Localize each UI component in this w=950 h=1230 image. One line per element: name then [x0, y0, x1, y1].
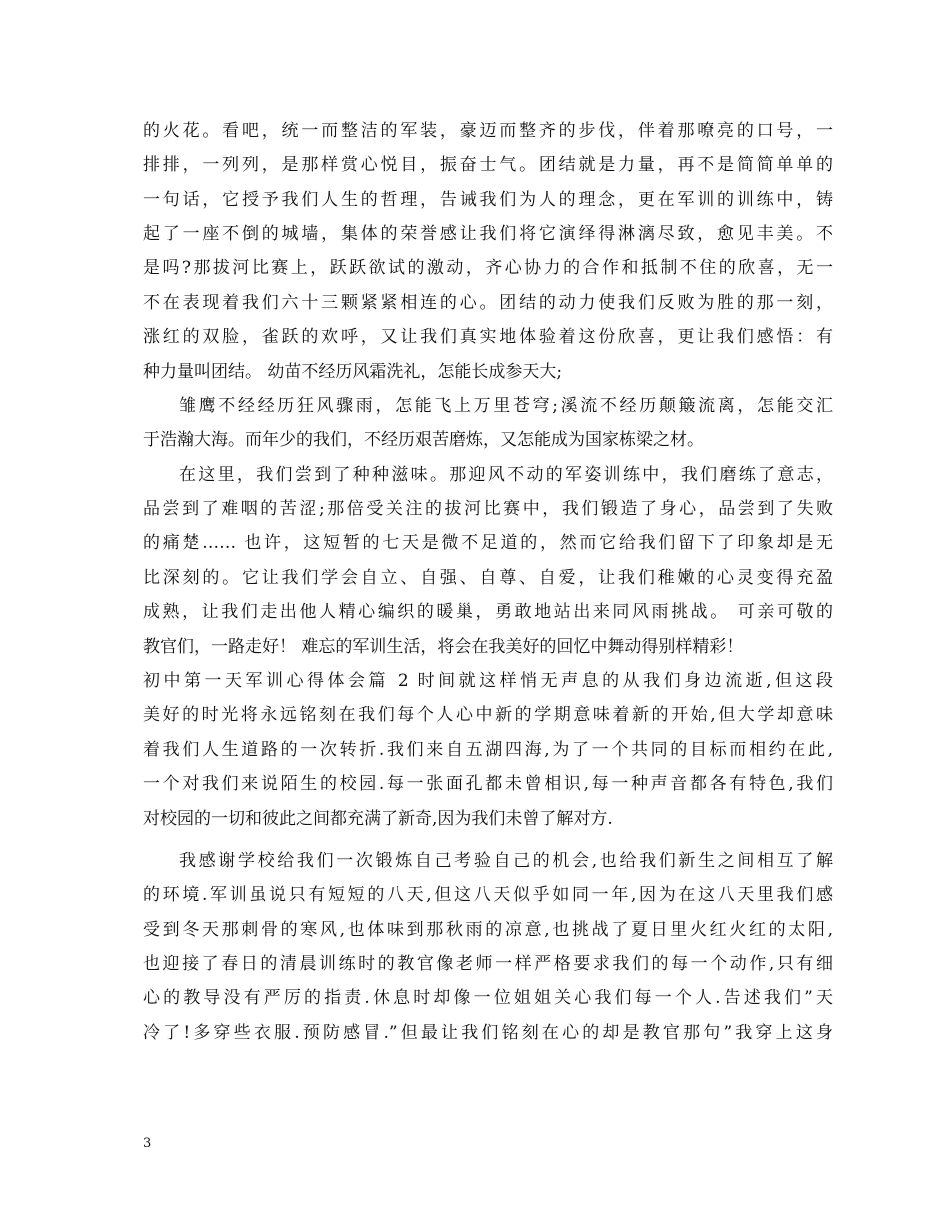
- text-line: 对校园的一切和彼此之间都充满了新奇,因为我们未曾了解对方.: [143, 809, 613, 829]
- text-line: 的火花。看吧，统一而整洁的军装，豪迈而整齐的步伐，伴着那嘹亮的口号，一: [143, 121, 833, 141]
- text-line: 排排，一列列，是那样赏心悦目，振奋士气。团结就是力量，再不是简简单单的: [143, 155, 833, 175]
- page-number: 3: [143, 1136, 152, 1151]
- section-heading-line: 初中第一天军训心得体会篇 2 时间就这样悄无声息的从我们身边流逝,但这段: [143, 671, 833, 691]
- text-line: 心的教导没有严厉的指责.休息时却像一位姐姐关心我们每一个人.告述我们”天: [143, 988, 833, 1008]
- text-line: 一句话，它授予我们人生的哲理，告诫我们为人的理念，更在军训的训练中，铸: [143, 190, 833, 210]
- text-line: 涨红的双脸，雀跃的欢呼，又让我们真实地体验着这份欣喜，更让我们感悟：有: [143, 327, 833, 347]
- text-line: 受到冬天那刺骨的寒风,也体味到那秋雨的凉意,也挑战了夏日里火红火红的太阳,: [143, 920, 833, 940]
- text-line: 于浩瀚大海。而年少的我们，不经历艰苦磨炼，又怎能成为国家栋梁之材。: [143, 430, 704, 450]
- text-line: 冷了!多穿些衣服.预防感冒.”但最让我们铭刻在心的却是教官那句”我穿上这身: [143, 1023, 833, 1043]
- text-line: 种力量叫团结。 幼苗不经历风霜洗礼，怎能长成参天大;: [143, 362, 563, 382]
- paragraph-first-line: 我感谢学校给我们一次锻炼自己考验自己的机会,也给我们新生之间相互了解: [179, 851, 833, 871]
- text-line: 一个对我们来说陌生的校园.每一张面孔都未曾相识,每一种声音都各有特色,我们: [143, 774, 833, 794]
- text-line: 教官们，一路走好！ 难忘的军训生活，将会在我美好的回忆中舞动得别样精彩！: [143, 637, 744, 657]
- text-line: 美好的时光将永远铭刻在我们每个人心中新的学期意味着新的开始,但大学却意味: [143, 705, 833, 725]
- text-line: 比深刻的。它让我们学会自立、自强、自尊、自爱，让我们稚嫩的心灵变得充盈: [143, 568, 833, 588]
- text-line: 的痛楚…… 也许，这短暂的七天是微不足道的，然而它给我们留下了印象却是无: [143, 533, 833, 553]
- text-line: 成熟，让我们走出他人精心编织的暖巢，勇敢地站出来同风雨挑战。 可亲可敬的: [143, 602, 833, 622]
- text-line: 不在表现着我们六十三颗紧紧相连的心。团结的动力使我们反败为胜的那一刻，: [143, 293, 833, 313]
- paragraph-first-line: 雏鹰不经经历狂风骤雨，怎能飞上万里苍穹;溪流不经历颠簸流离，怎能交汇: [179, 396, 833, 416]
- text-line: 也迎接了春日的清晨训练时的教官像老师一样严格要求我们的每一个动作,只有细: [143, 954, 833, 974]
- text-line: 起了一座不倒的城墙，集体的荣誉感让我们将它演绎得淋漓尽致，愈见丰美。不: [143, 224, 833, 244]
- text-line: 品尝到了难咽的苦涩;那倍受关注的拔河比赛中，我们锻造了身心，品尝到了失败: [143, 499, 833, 519]
- paragraph-first-line: 在这里，我们尝到了种种滋味。那迎风不动的军姿训练中，我们磨练了意志，: [179, 465, 833, 485]
- text-line: 的环境.军训虽说只有短短的八天,但这八天似乎如同一年,因为在这八天里我们感: [143, 885, 833, 905]
- text-line: 着我们人生道路的一次转折.我们来自五湖四海,为了一个共同的目标而相约在此,: [143, 740, 833, 760]
- text-line: 是吗?那拔河比赛上，跃跃欲试的激动，齐心协力的合作和抵制不住的欣喜，无一: [143, 258, 833, 278]
